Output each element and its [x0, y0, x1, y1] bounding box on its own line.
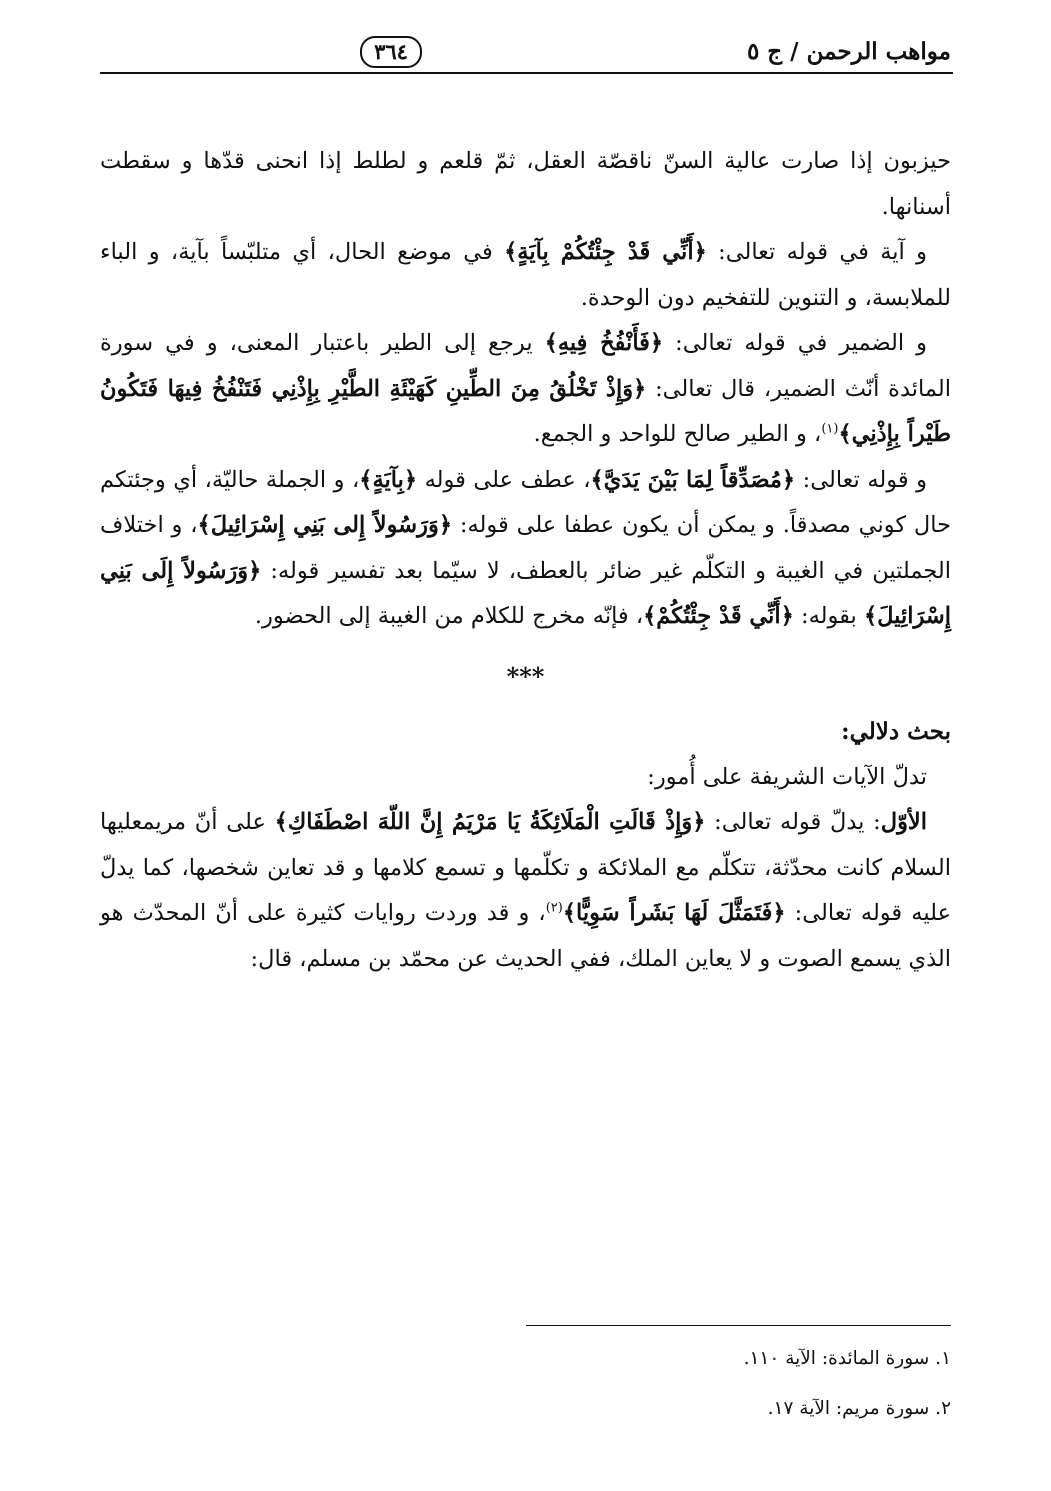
section-separator: *** — [506, 661, 545, 691]
paragraph-3: و الضمير في قوله تعالى: ﴿فَأَنْفُخُ فِيهِ﴾ يرجع إلى الطير باعتبار المعنى، و في سورة المائدة أنّث الضمير، قال تعالى: ﴿وَإِذْ تَخْلُقُ مِنَ الطِّينِ كَهَيْئَةِ الطَّيْرِ بِإِذْنِي فَتَنْفُخُ فِيهَا فَتَكُونُ طَيْراً بِإِذْنِي﴾$^{(١)}$، و الطير صالح للواحد و الجمع. — [100, 330, 951, 447]
paragraph-2: و آية في قوله تعالى: ﴿أَنِّي قَدْ جِئْتُكُمْ بِآيَةٍ﴾ في موضع الحال، أي متلبّساً بآية، و الباء للملابسة، و التنوين للتفخيم دون الوحدة. — [100, 239, 951, 311]
quran-quote: ﴿فَتَمَثَّلَ لَهَا بَشَراً سَوِيًّا﴾ — [562, 900, 786, 926]
footnote-ref: (٢) — [545, 900, 563, 916]
quran-quote: ﴿وَإِذْ قَالَتِ الْمَلَائِكَةُ يَا مَرْيَمُ إِنَّ اللّهَ اصْطَفَاكِ﴾ — [274, 809, 706, 835]
point-label: الأوّل — [880, 809, 928, 835]
quran-quote: ﴿أَنِّي قَدْ جِئْتُكُمْ﴾ — [643, 603, 794, 629]
body-text — [100, 139, 951, 982]
quran-quote: ﴿أَنِّي قَدْ جِئْتُكُمْ بِآيَةٍ﴾ — [504, 239, 707, 265]
quran-quote: ﴿وَرَسُولاً إِلى بَنِي إِسْرَائِيلَ﴾ — [197, 512, 453, 538]
footnote-1: ١. سورة المائدة: الآية ١١٠. — [743, 1348, 951, 1369]
footnote-ref: (١) — [821, 421, 839, 437]
running-header-title: مواهب الرحمن / ج ٥ — [746, 38, 951, 65]
header-rule — [100, 72, 953, 74]
paragraph-first-point: الأوّل: يدلّ قوله تعالى: ﴿وَإِذْ قَالَتِ الْمَلَائِكَةُ يَا مَرْيَمُ إِنَّ اللّهَ اصْطَفَاكِ﴾ على أنّ مريمعليها السلام كانت محدّثة، تتكلّم مع الملائكة و تكلّمها و تسمع كلامها و قد تعاين شخصها، كما يدلّ عليه قوله تعالى: ﴿فَتَمَثَّلَ لَهَا بَشَراً سَوِيًّا﴾$^{(٢)}$، و قد وردت روايات كثيرة على أنّ المحدّث هو الذي يسمع الصوت و لا يعاين الملك، ففي الحديث عن محمّد بن مسلم، قال: — [100, 809, 951, 972]
paragraph-4: و قوله تعالى: ﴿مُصَدِّقاً لِمَا بَيْنَ يَدَيَّ﴾، عطف على قوله ﴿بِآيَةٍ﴾، و الجملة حاليّة، أي وجئتكم حال كوني مصدقاً. و يمكن أن يكون عطفا على قوله: ﴿وَرَسُولاً إِلى بَنِي إِسْرَائِيلَ﴾، و اختلاف الجملتين في الغيبة و التكلّم غير ضائر بالعطف، لا سيّما بعد تفسير قوله: ﴿وَرَسُولاً إِلَى بَنِي إِسْرَائِيلَ﴾ بقوله: ﴿أَنِّي قَدْ جِئْتُكُمْ﴾، فإنّه مخرج للكلام من الغيبة إلى الحضور. — [100, 466, 951, 629]
section-title: بحث دلالي: — [841, 718, 951, 745]
quran-quote: ﴿وَإِذْ تَخْلُقُ مِنَ الطِّينِ كَهَيْئَةِ الطَّيْرِ بِإِذْنِي فَتَنْفُخُ فِيهَا فَتَكُونُ طَيْراً بِإِذْنِي﴾ — [100, 375, 951, 447]
footnote-rule — [526, 1325, 951, 1326]
quran-quote: ﴿فَأَنْفُخُ فِيهِ﴾ — [544, 330, 664, 356]
paragraph-1: حيزبون إذا صارت عالية السنّ ناقصّة العقل، ثمّ قلعم و لطلط إذا انحنى قدّها و سقطت أسنانها. — [100, 148, 951, 220]
section-intro: تدلّ الآيات الشريفة على أُمور: — [647, 763, 927, 790]
quran-quote: ﴿وَرَسُولاً إِلَى بَنِي إِسْرَائِيلَ﴾ — [100, 557, 951, 629]
page-number: ٣٦٤ — [360, 36, 422, 68]
footnote-2: ٢. سورة مريم: الآية ١٧. — [767, 1398, 951, 1419]
quran-quote: ﴿مُصَدِّقاً لِمَا بَيْنَ يَدَيَّ﴾ — [590, 466, 796, 493]
quran-quote: ﴿بِآيَةٍ﴾ — [359, 466, 418, 493]
